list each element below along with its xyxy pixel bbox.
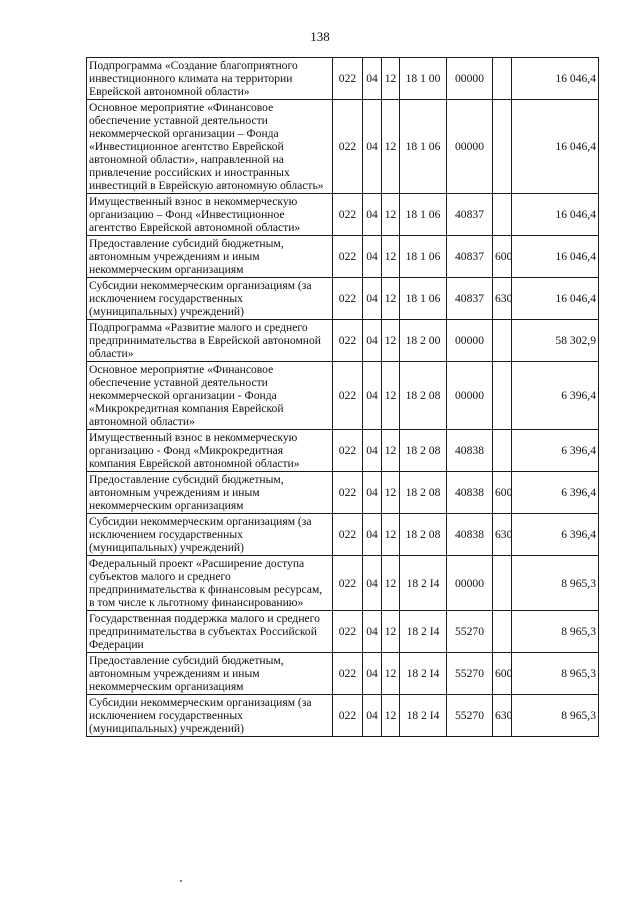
row-name-cell: Предоставление субсидий бюджетным, автономным учреждениям и иным некоммерческим организациям	[87, 236, 333, 278]
row-name-cell: Субсидии некоммерческим организациям (за исключением государственных (муниципальных) учреждений)	[87, 695, 333, 737]
target-article-code-cell: 18 2 I4	[400, 611, 447, 653]
chief-admin-code-cell: 022	[333, 514, 363, 556]
section-code-cell: 04	[363, 194, 382, 236]
target-article-code-cell: 18 2 08	[400, 514, 447, 556]
subsection-code-cell: 12	[382, 58, 400, 100]
amount-cell: 8 965,3	[512, 611, 599, 653]
target-article-suffix-cell: 40838	[447, 430, 493, 472]
chief-admin-code-cell: 022	[333, 58, 363, 100]
target-article-suffix-cell: 40837	[447, 194, 493, 236]
row-name-cell: Основное мероприятие «Финансовое обеспечение уставной деятельности некоммерческой организации - Фонда «Микрокредитная компания Еврейской автономной области»	[87, 362, 333, 430]
subsection-code-cell: 12	[382, 194, 400, 236]
target-article-code-cell: 18 2 I4	[400, 695, 447, 737]
row-name-cell: Государственная поддержка малого и среднего предпринимательства в субъектах Российской Федерации	[87, 611, 333, 653]
row-name-cell: Предоставление субсидий бюджетным, автономным учреждениям и иным некоммерческим организациям	[87, 653, 333, 695]
section-code-cell: 04	[363, 514, 382, 556]
chief-admin-code-cell: 022	[333, 695, 363, 737]
chief-admin-code-cell: 022	[333, 194, 363, 236]
subsection-code-cell: 12	[382, 514, 400, 556]
target-article-code-cell: 18 1 06	[400, 278, 447, 320]
amount-cell: 6 396,4	[512, 472, 599, 514]
amount-cell: 16 046,4	[512, 58, 599, 100]
section-code-cell: 04	[363, 236, 382, 278]
table-row	[87, 430, 599, 472]
target-article-suffix-cell: 55270	[447, 653, 493, 695]
chief-admin-code-cell: 022	[333, 430, 363, 472]
chief-admin-code-cell: 022	[333, 653, 363, 695]
chief-admin-code-cell: 022	[333, 556, 363, 611]
row-name-cell: Субсидии некоммерческим организациям (за исключением государственных (муниципальных) учреждений)	[87, 514, 333, 556]
expense-type-code-cell: 630	[493, 514, 512, 556]
subsection-code-cell: 12	[382, 362, 400, 430]
target-article-suffix-cell: 00000	[447, 320, 493, 362]
expense-type-code-cell	[493, 611, 512, 653]
target-article-code-cell: 18 2 08	[400, 430, 447, 472]
table-row	[87, 236, 599, 278]
target-article-code-cell: 18 1 00	[400, 58, 447, 100]
row-name-cell: Подпрограмма «Развитие малого и среднего предпринимательства в Еврейской автономной области»	[87, 320, 333, 362]
target-article-suffix-cell: 40837	[447, 236, 493, 278]
amount-cell: 16 046,4	[512, 100, 599, 194]
chief-admin-code-cell: 022	[333, 278, 363, 320]
chief-admin-code-cell: 022	[333, 320, 363, 362]
row-name-cell: Имущественный взнос в некоммерческую организацию – Фонд «Инвестиционное агентство Еврейской автономной области»	[87, 194, 333, 236]
row-name-cell: Имущественный взнос в некоммерческую организацию - Фонд «Микрокредитная компания Еврейской автономной области»	[87, 430, 333, 472]
page-number: 138	[310, 29, 330, 44]
expense-type-code-cell	[493, 430, 512, 472]
target-article-suffix-cell: 00000	[447, 58, 493, 100]
chief-admin-code-cell: 022	[333, 472, 363, 514]
target-article-code-cell: 18 2 I4	[400, 653, 447, 695]
amount-cell: 6 396,4	[512, 362, 599, 430]
budget-table	[86, 57, 599, 737]
scan-speck	[180, 880, 182, 882]
target-article-suffix-cell: 00000	[447, 362, 493, 430]
section-code-cell: 04	[363, 362, 382, 430]
row-name-cell: Субсидии некоммерческим организациям (за исключением государственных (муниципальных) учреждений)	[87, 278, 333, 320]
chief-admin-code-cell: 022	[333, 362, 363, 430]
amount-cell: 8 965,3	[512, 695, 599, 737]
section-code-cell: 04	[363, 58, 382, 100]
row-name-cell: Подпрограмма «Создание благоприятного инвестиционного климата на территории Еврейской автономной области»	[87, 58, 333, 100]
amount-cell: 6 396,4	[512, 514, 599, 556]
amount-cell: 6 396,4	[512, 430, 599, 472]
table-row	[87, 194, 599, 236]
row-name-cell: Федеральный проект «Расширение доступа субъектов малого и среднего предпринимательства к финансовым ресурсам, в том числе к льготному финансированию»	[87, 556, 333, 611]
section-code-cell: 04	[363, 695, 382, 737]
expense-type-code-cell	[493, 320, 512, 362]
expense-type-code-cell	[493, 100, 512, 194]
target-article-suffix-cell: 40837	[447, 278, 493, 320]
table-row	[87, 611, 599, 653]
section-code-cell: 04	[363, 611, 382, 653]
target-article-suffix-cell: 00000	[447, 100, 493, 194]
row-name-cell: Предоставление субсидий бюджетным, автономным учреждениям и иным некоммерческим организациям	[87, 472, 333, 514]
table-row	[87, 362, 599, 430]
expense-type-code-cell	[493, 58, 512, 100]
amount-cell: 58 302,9	[512, 320, 599, 362]
subsection-code-cell: 12	[382, 695, 400, 737]
expense-type-code-cell: 630	[493, 695, 512, 737]
table-row	[87, 472, 599, 514]
subsection-code-cell: 12	[382, 472, 400, 514]
target-article-code-cell: 18 2 00	[400, 320, 447, 362]
subsection-code-cell: 12	[382, 100, 400, 194]
subsection-code-cell: 12	[382, 278, 400, 320]
subsection-code-cell: 12	[382, 611, 400, 653]
target-article-suffix-cell: 00000	[447, 556, 493, 611]
target-article-code-cell: 18 1 06	[400, 194, 447, 236]
target-article-code-cell: 18 1 06	[400, 236, 447, 278]
amount-cell: 16 046,4	[512, 194, 599, 236]
expense-type-code-cell: 600	[493, 472, 512, 514]
section-code-cell: 04	[363, 278, 382, 320]
target-article-code-cell: 18 1 06	[400, 100, 447, 194]
expense-type-code-cell: 630	[493, 278, 512, 320]
target-article-suffix-cell: 40838	[447, 514, 493, 556]
expense-type-code-cell: 600	[493, 653, 512, 695]
table-row	[87, 514, 599, 556]
section-code-cell: 04	[363, 556, 382, 611]
table-row	[87, 320, 599, 362]
chief-admin-code-cell: 022	[333, 100, 363, 194]
subsection-code-cell: 12	[382, 653, 400, 695]
table-row	[87, 278, 599, 320]
expense-type-code-cell: 600	[493, 236, 512, 278]
chief-admin-code-cell: 022	[333, 236, 363, 278]
subsection-code-cell: 12	[382, 236, 400, 278]
table-row	[87, 653, 599, 695]
amount-cell: 8 965,3	[512, 556, 599, 611]
subsection-code-cell: 12	[382, 556, 400, 611]
section-code-cell: 04	[363, 653, 382, 695]
expense-type-code-cell	[493, 194, 512, 236]
expense-type-code-cell	[493, 556, 512, 611]
target-article-suffix-cell: 55270	[447, 611, 493, 653]
amount-cell: 16 046,4	[512, 278, 599, 320]
table-row	[87, 695, 599, 737]
target-article-code-cell: 18 2 08	[400, 362, 447, 430]
section-code-cell: 04	[363, 472, 382, 514]
table-row	[87, 100, 599, 194]
section-code-cell: 04	[363, 430, 382, 472]
target-article-suffix-cell: 55270	[447, 695, 493, 737]
subsection-code-cell: 12	[382, 320, 400, 362]
target-article-suffix-cell: 40838	[447, 472, 493, 514]
section-code-cell: 04	[363, 320, 382, 362]
target-article-code-cell: 18 2 08	[400, 472, 447, 514]
amount-cell: 8 965,3	[512, 653, 599, 695]
expense-type-code-cell	[493, 362, 512, 430]
section-code-cell: 04	[363, 100, 382, 194]
chief-admin-code-cell: 022	[333, 611, 363, 653]
row-name-cell: Основное мероприятие «Финансовое обеспечение уставной деятельности некоммерческой организации – Фонда «Инвестиционное агентство Еврейской автономной области», направленной на привлечение российских и иностранных инвестиций в Еврейскую автономную область»	[87, 100, 333, 194]
amount-cell: 16 046,4	[512, 236, 599, 278]
subsection-code-cell: 12	[382, 430, 400, 472]
table-row	[87, 58, 599, 100]
table-row	[87, 556, 599, 611]
target-article-code-cell: 18 2 I4	[400, 556, 447, 611]
